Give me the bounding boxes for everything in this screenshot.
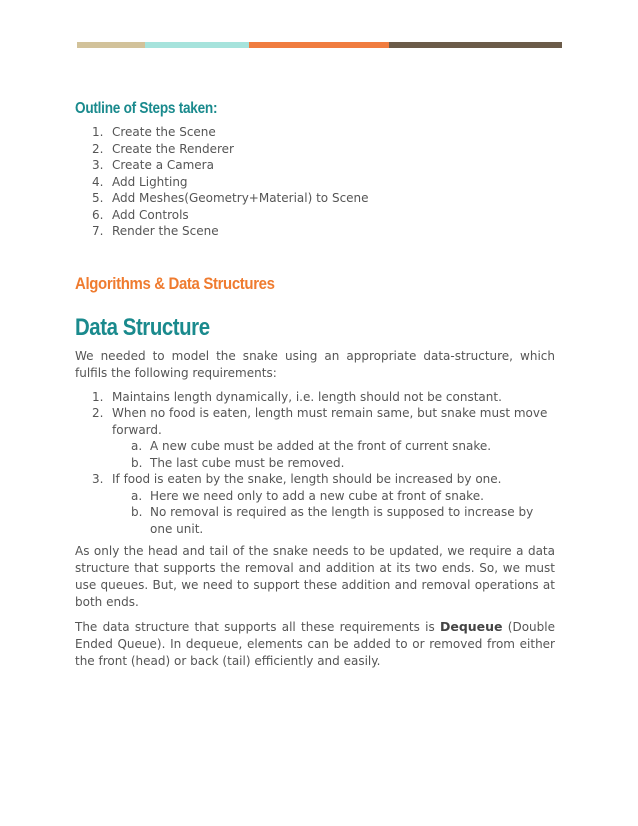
color-bar-segment bbox=[77, 42, 145, 48]
algorithms-heading: Algorithms & Data Structures bbox=[75, 273, 275, 293]
outline-heading: Outline of Steps taken: bbox=[75, 100, 218, 117]
steps-list bbox=[75, 124, 555, 240]
paragraph-text: The data structure that supports all these requirements is bbox=[75, 620, 440, 634]
sub-list-item bbox=[75, 455, 555, 472]
list-text: When no food is eaten, length must remain same, but snake must move forward. bbox=[112, 406, 548, 437]
list-item bbox=[75, 207, 555, 224]
color-bar-segment bbox=[249, 42, 389, 48]
list-number: 4. bbox=[92, 174, 104, 189]
list-item bbox=[75, 471, 555, 537]
list-number: 1. bbox=[92, 125, 104, 139]
list-item bbox=[75, 124, 555, 141]
requirements-list bbox=[75, 389, 555, 538]
list-text: Maintains length dynamically, i.e. length should not be constant. bbox=[112, 389, 502, 404]
list-text: Create the Renderer bbox=[112, 141, 234, 156]
sub-list-item bbox=[75, 438, 555, 455]
paragraph-dequeue bbox=[75, 618, 555, 670]
list-text: Add Lighting bbox=[112, 174, 188, 189]
sub-list bbox=[112, 488, 555, 538]
list-item bbox=[75, 223, 555, 240]
list-text: Render the Scene bbox=[112, 224, 219, 238]
list-item bbox=[75, 141, 555, 158]
color-bar-segment bbox=[145, 42, 249, 48]
decorative-color-bar bbox=[77, 42, 562, 48]
list-letter: a. bbox=[131, 439, 143, 453]
list-item bbox=[75, 405, 555, 471]
list-text: No removal is required as the length is supposed to increase by one unit. bbox=[150, 505, 534, 536]
list-text: The last cube must be removed. bbox=[150, 455, 345, 470]
data-structure-heading: Data Structure bbox=[75, 313, 210, 341]
sub-list bbox=[112, 438, 555, 471]
list-text: Create the Scene bbox=[112, 125, 216, 139]
list-number: 3. bbox=[92, 472, 104, 486]
list-text: A new cube must be added at the front of current snake. bbox=[150, 439, 492, 453]
list-number: 1. bbox=[92, 389, 104, 404]
page-content bbox=[75, 100, 555, 677]
list-item bbox=[75, 190, 555, 207]
list-item bbox=[75, 174, 555, 191]
paragraph-text: (Double Ended Queue). In dequeue, elements can be added to or removed from either the front (head) or back (tail) efficiently and easily. bbox=[75, 620, 555, 668]
list-number: 6. bbox=[92, 207, 104, 222]
list-number: 7. bbox=[92, 224, 104, 238]
sub-list-item bbox=[75, 488, 555, 505]
list-text: Add Controls bbox=[112, 207, 189, 222]
list-number: 2. bbox=[92, 406, 104, 420]
list-item bbox=[75, 389, 555, 406]
sub-list-item bbox=[75, 504, 555, 537]
list-number: 5. bbox=[92, 191, 104, 205]
list-text: Create a Camera bbox=[112, 158, 214, 172]
color-bar-segment bbox=[389, 42, 562, 48]
paragraph-queues: As only the head and tail of the snake needs to be updated, we require a data structure that supports the removal and addition at its two ends. So, we must use queues. But, we need to support these addition and removal operations at both ends. bbox=[75, 544, 555, 609]
list-text: If food is eaten by the snake, length should be increased by one. bbox=[112, 472, 502, 486]
list-letter: b. bbox=[131, 455, 143, 470]
dequeue-term: Dequeue bbox=[439, 619, 503, 634]
intro-paragraph: We needed to model the snake using an appropriate data-structure, which fulfils the following requirements: bbox=[75, 348, 555, 380]
list-text: Add Meshes(Geometry+Material) to Scene bbox=[112, 191, 369, 205]
list-number: 2. bbox=[92, 141, 104, 156]
list-letter: a. bbox=[131, 488, 143, 503]
list-number: 3. bbox=[92, 158, 104, 172]
list-item bbox=[75, 157, 555, 174]
list-letter: b. bbox=[131, 505, 143, 519]
list-text: Here we need only to add a new cube at front of snake. bbox=[150, 488, 484, 503]
